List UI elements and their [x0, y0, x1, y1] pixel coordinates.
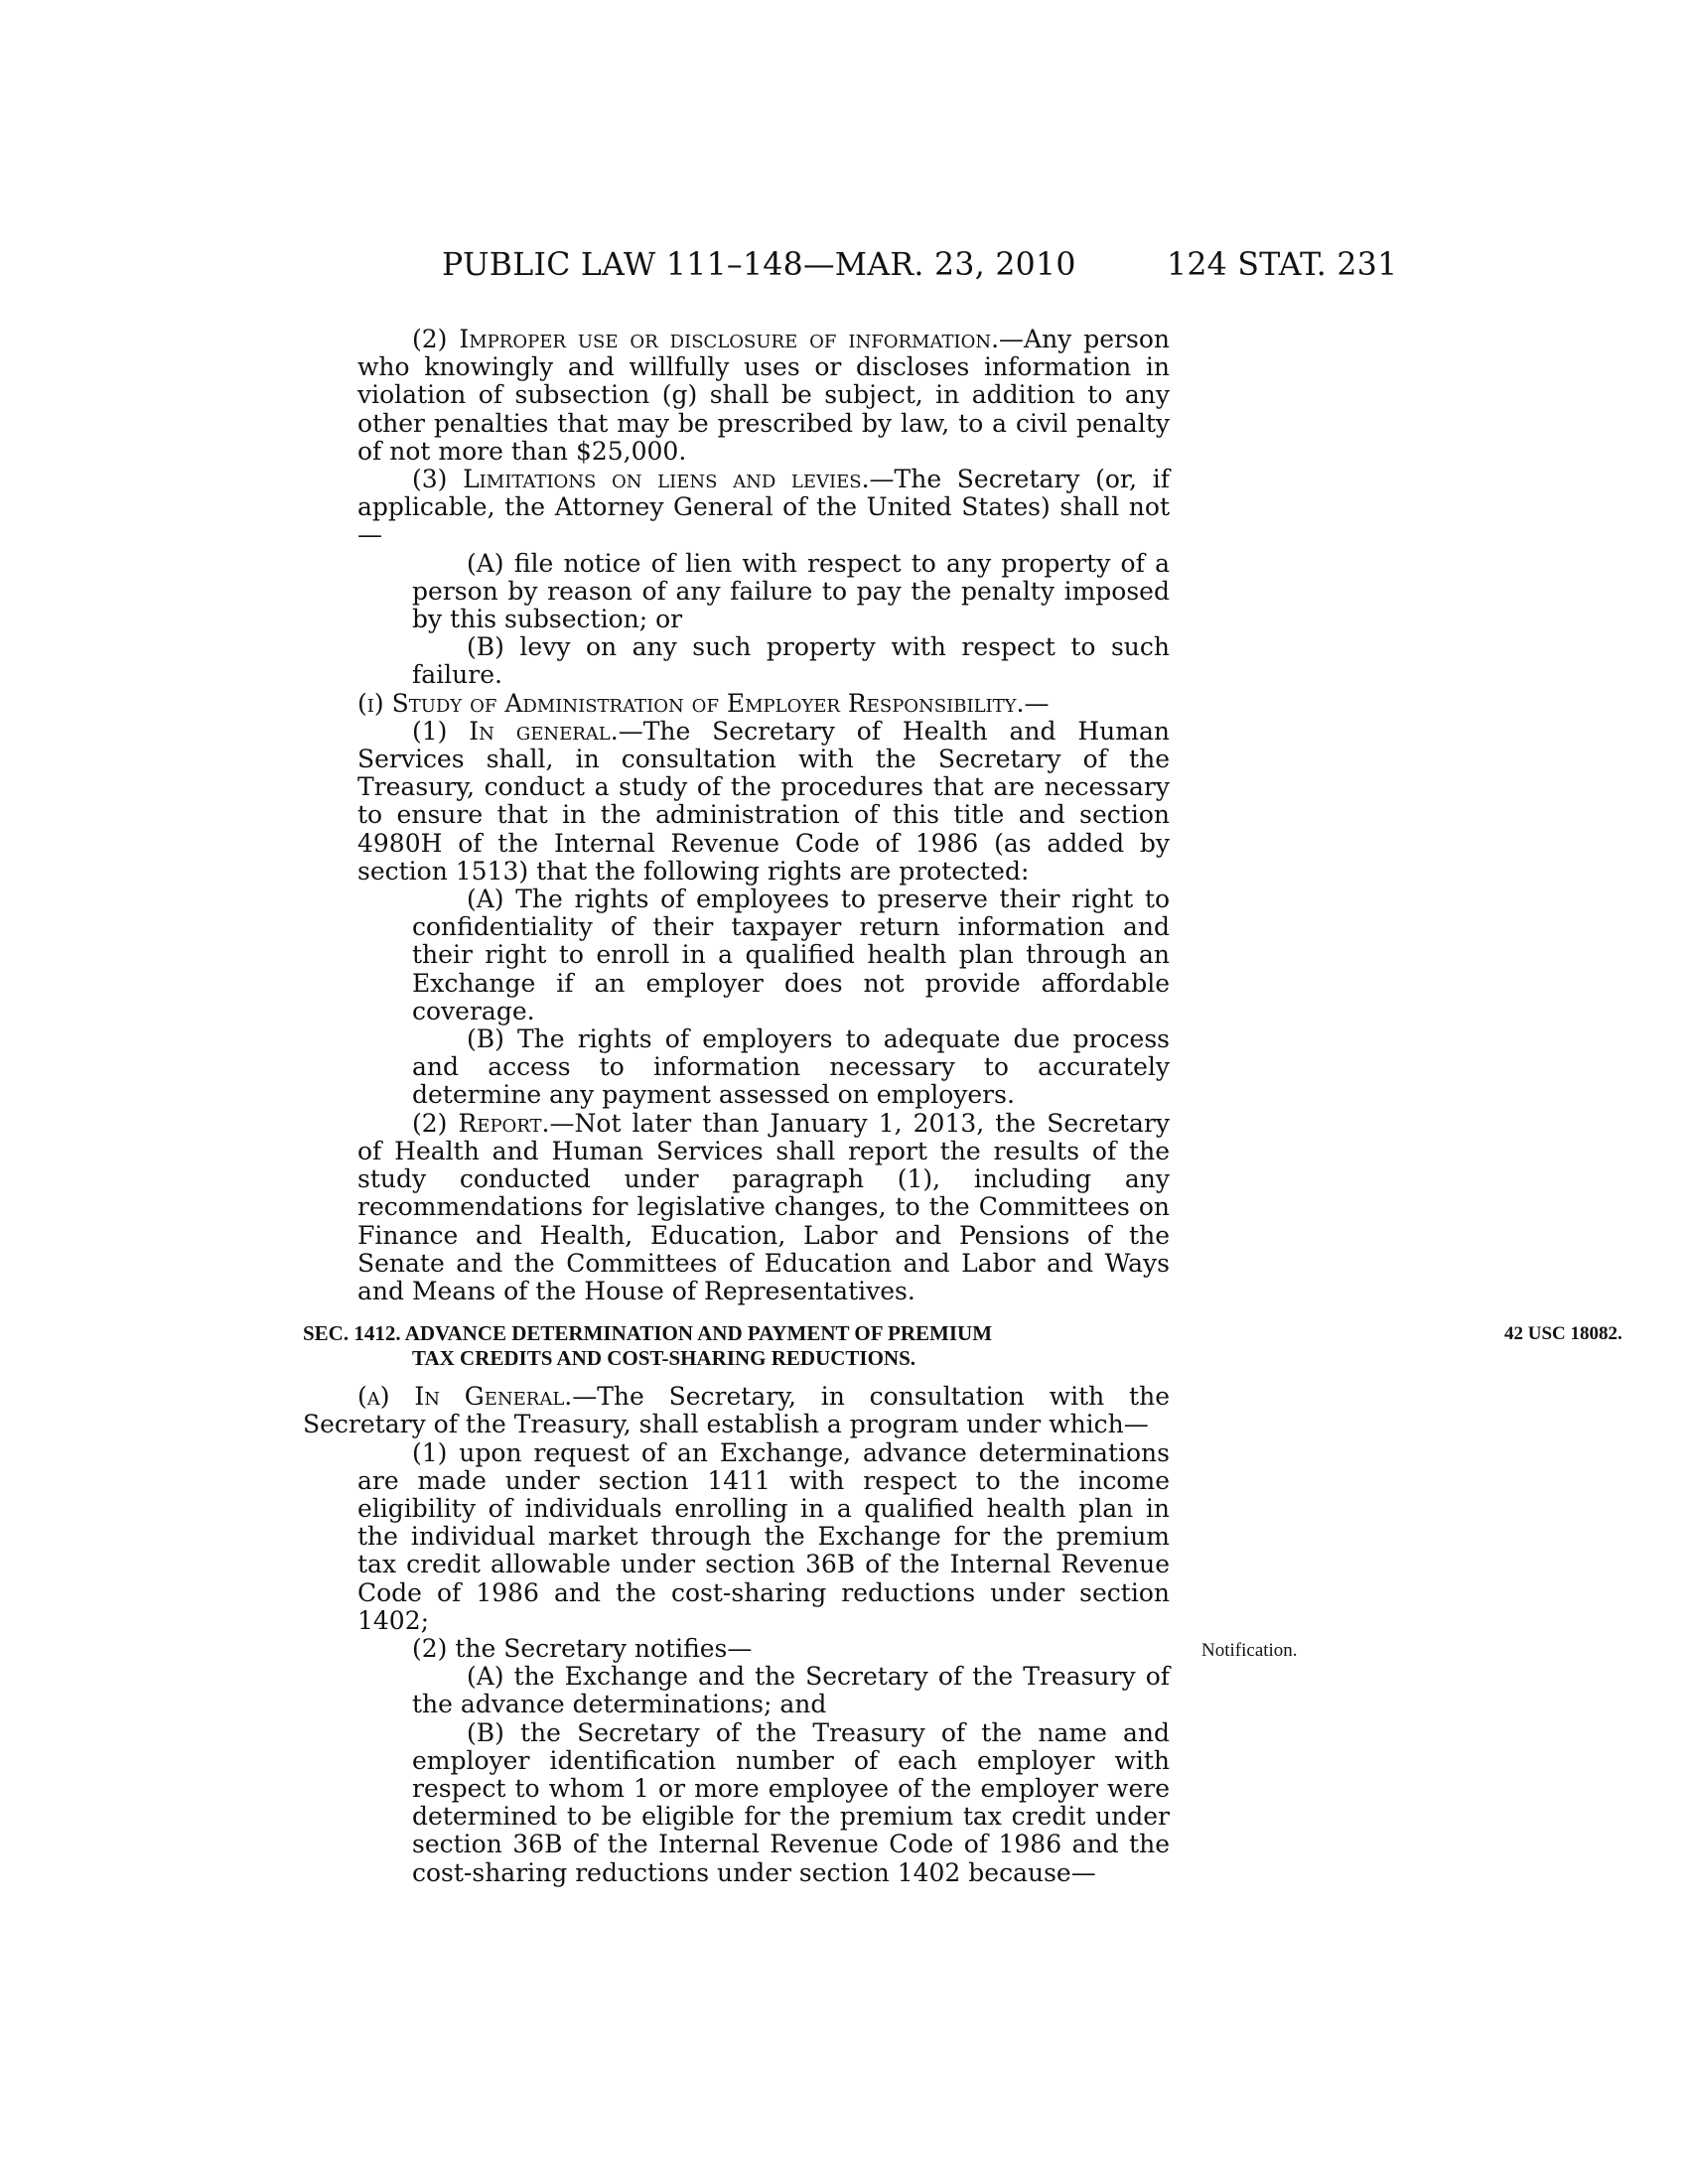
- paragraph-text: —The Secretary of Health and Human Services shall, in consultation with the Secretary of the Treasury, conduct a study of the procedures that are necessary to ensure that in the administration of this title and section 4980H of the Internal Revenue Code of 1986 (as added by section 1513) that the following rights are protected:: [357, 716, 1170, 886]
- paragraph: [357, 1633, 1298, 1663]
- section-heading-line1: SEC. 1412. ADVANCE DETERMINATION AND PAYMENT OF PREMIUM: [303, 1321, 993, 1346]
- paragraph-text: (2) the Secretary notifies—: [412, 1633, 753, 1663]
- paragraph: [357, 466, 1170, 550]
- paragraph-heading: (3) Limitations on liens and levies.: [412, 465, 870, 494]
- paragraph-heading: (2) Improper use or disclosure of information.: [412, 325, 1000, 353]
- paragraph: [357, 326, 1170, 466]
- margin-note-notification: Notification.: [1201, 1639, 1298, 1661]
- paragraph-text: (B) The rights of employers to adequate due process and access to information necessary to accurately determine any payment assessed on employers.: [412, 1024, 1170, 1110]
- paragraph-heading: (2) Report.: [412, 1108, 550, 1138]
- page-header-stat: 124 STAT. 231: [1167, 247, 1398, 283]
- paragraph: [303, 690, 1170, 718]
- paragraph: [412, 633, 1170, 689]
- paragraph-text: (B) levy on any such property with respect to such failure.: [412, 632, 1170, 690]
- section-heading-line2: TAX CREDITS AND COST-SHARING REDUCTIONS.: [412, 1346, 916, 1371]
- paragraph-text: (B) the Secretary of the Treasury of the name and employer identification number of each employer with respect to whom 1 or more employee of the employer were determined to be eligible for the premium tax credit under section 36B of the Internal Revenue Code of 1986 and the cost-sharing reductions under section 1402 because—: [412, 1717, 1170, 1887]
- paragraph-text: (A) The rights of employees to preserve their right to confidentiality of their taxpayer return information and their right to enroll in a qualified health plan through an Exchange if an employer does not provide affordable coverage.: [412, 885, 1170, 1025]
- paragraph-text: —: [1024, 688, 1050, 718]
- paragraph-group-section-1412: [0, 1383, 1688, 1887]
- section-heading: [303, 1321, 1622, 1371]
- paragraph: [303, 1383, 1170, 1438]
- paragraph: [412, 1719, 1170, 1887]
- paragraph: [357, 1110, 1170, 1305]
- paragraph-text: —The Secretary (or, if applicable, the Attorney General of the United States) shall not—: [357, 465, 1170, 550]
- paragraph: [357, 718, 1170, 886]
- page-header-law: PUBLIC LAW 111–148—MAR. 23, 2010: [442, 247, 1076, 283]
- paragraph: [357, 1439, 1170, 1635]
- paragraph: [412, 550, 1170, 634]
- paragraph-text: —Not later than January 1, 2013, the Secretary of Health and Human Services shall report the results of the study conducted under paragraph (1), including any recommendations for legislative changes, to the Committees on Finance and Health, Education, Labor and Pensions of the Senate and the Committees of Education and Labor and Ways and Means of the House of Representatives.: [357, 1108, 1170, 1305]
- paragraph-text: (A) the Exchange and the Secretary of the Treasury of the advance determinations; and: [412, 1662, 1170, 1719]
- margin-note-usc: 42 USC 18082.: [1504, 1323, 1622, 1345]
- paragraph: [412, 886, 1170, 1025]
- paragraph-text: —The Secretary, in consultation with the Secretary of the Treasury, shall establish a program under which—: [303, 1382, 1170, 1439]
- document-body: [0, 326, 1688, 1887]
- paragraph: [412, 1025, 1170, 1110]
- paragraph-heading: (a) In General.: [357, 1382, 573, 1412]
- paragraph: [412, 1663, 1170, 1718]
- paragraph-heading: (1) In general.: [412, 716, 619, 746]
- paragraph-text: (A) file notice of lien with respect to any property of a person by reason of any failure to pay the penalty imposed by this subsection; or: [412, 548, 1170, 634]
- paragraph-text: (1) upon request of an Exchange, advance determinations are made under section 1411 with respect to the income eligibility of individuals enrolling in a qualified health plan in the individual market through the Exchange for the premium tax credit allowable under section 36B of the Internal Revenue Code of 1986 and the cost-sharing reductions under section 1402;: [357, 1437, 1170, 1635]
- paragraph-text: —Any person who knowingly and willfully uses or discloses information in violation of subsection (g) shall be subject, in addition to any other penalties that may be prescribed by law, to a civil penalty of not more than $25,000.: [357, 325, 1170, 466]
- paragraph-heading: (i) Study of Administration of Employer Responsibility.: [357, 688, 1025, 718]
- paragraph-group-subsection-h-i: [0, 326, 1688, 1305]
